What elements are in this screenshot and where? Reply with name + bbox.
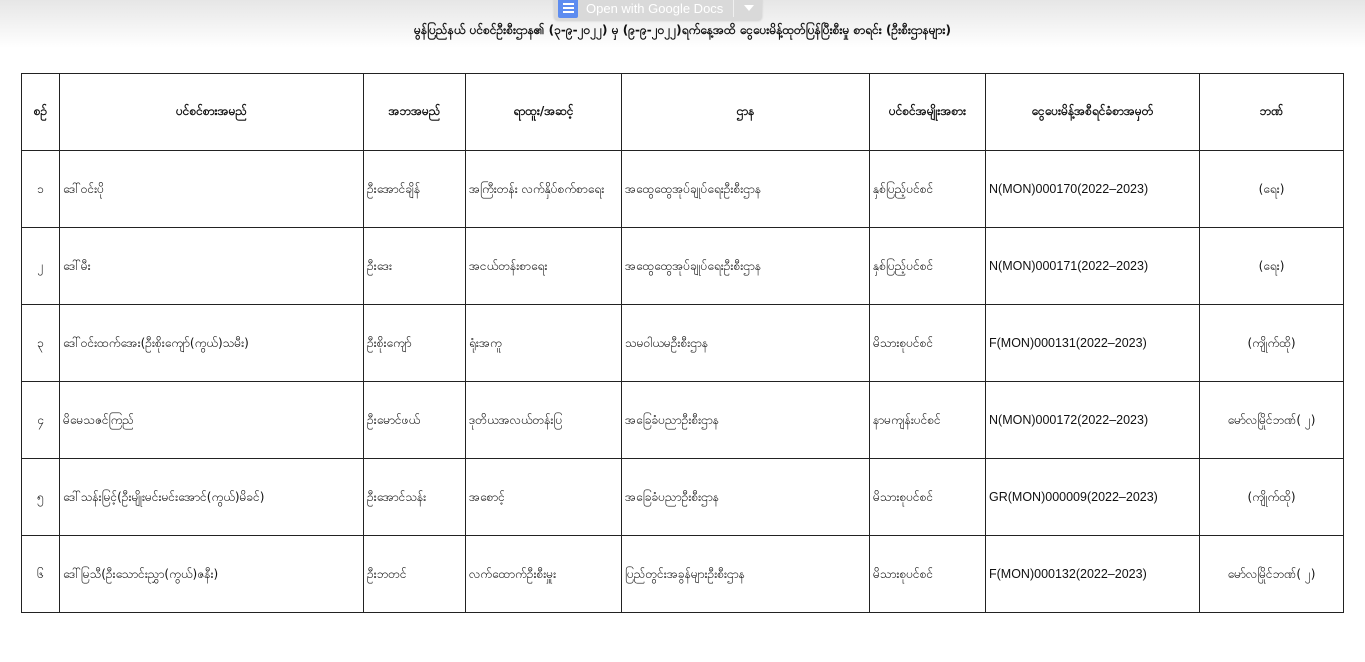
cell-bank: မော်လမြိုင်ဘဏ်( ၂) xyxy=(1200,382,1344,459)
cell-no: ၆ xyxy=(22,536,60,613)
cell-rank: အစောင့် xyxy=(466,459,622,536)
chevron-down-icon[interactable] xyxy=(742,1,756,15)
cell-type: မိသားစုပင်စင် xyxy=(870,536,986,613)
column-header: ပင်စင်စားအမည် xyxy=(60,74,364,151)
column-header: ဘဏ် xyxy=(1200,74,1344,151)
cell-rank: ဒုတိယအလယ်တန်းပြ xyxy=(466,382,622,459)
cell-dept: ပြည်တွင်းအခွန်များဦးစီးဌာန xyxy=(622,536,870,613)
column-header: ဌာန xyxy=(622,74,870,151)
column-header: ပင်စင်အမျိုးအစား xyxy=(870,74,986,151)
cell-rank: အငယ်တန်းစာရေး xyxy=(466,228,622,305)
document-title: မွန်ပြည်နယ် ပင်စင်ဦးစီးဌာန၏ (၃-၉-၂၀၂၂) မှ (၉-၉-၂၀၂၂)ရက်နေ့အထိ ငွေပေးမိန့်ထုတ်ပြန်ပြီးစီးမှု စာရင်း (ဦးစီးဌာနများ) xyxy=(414,23,951,37)
cell-report: N(MON)000171(2022–2023) xyxy=(986,228,1200,305)
cell-rank: အကြီးတန်း လက်နှိပ်စက်စာရေး xyxy=(466,151,622,228)
pension-table xyxy=(21,73,1344,613)
cell-dept: အထွေထွေအုပ်ချုပ်ရေးဦးစီးဌာန xyxy=(622,228,870,305)
table-row xyxy=(22,382,1344,459)
cell-no: ၅ xyxy=(22,459,60,536)
google-docs-icon xyxy=(558,0,578,18)
button-divider xyxy=(733,0,734,17)
cell-type: နာမကျန်းပင်စင် xyxy=(870,382,986,459)
column-header: စဉ် xyxy=(22,74,60,151)
cell-bank: မော်လမြိုင်ဘဏ်( ၂) xyxy=(1200,536,1344,613)
cell-type: နှစ်ပြည့်ပင်စင် xyxy=(870,228,986,305)
cell-father: ဦးဒေး xyxy=(364,228,466,305)
cell-rank: ရုံးအကူ xyxy=(466,305,622,382)
column-header: ငွေပေးမိန့်အစီရင်ခံစာအမှတ် xyxy=(986,74,1200,151)
cell-report: GR(MON)000009(2022–2023) xyxy=(986,459,1200,536)
table-row xyxy=(22,536,1344,613)
cell-name: ဒေါ်ဝင်းပို xyxy=(60,151,364,228)
table-row xyxy=(22,305,1344,382)
cell-bank: (ရေး) xyxy=(1200,228,1344,305)
cell-father: ဦးမောင်ဖယ် xyxy=(364,382,466,459)
cell-father: ဦးဘတင် xyxy=(364,536,466,613)
table-row xyxy=(22,459,1344,536)
cell-dept: သမဝါယမဦးစီးဌာန xyxy=(622,305,870,382)
open-with-google-docs-button[interactable] xyxy=(554,0,762,20)
cell-no: ၃ xyxy=(22,305,60,382)
cell-bank: (ကျိုက်ထို) xyxy=(1200,305,1344,382)
table-header-row xyxy=(22,74,1344,151)
cell-dept: အခြေခံပညာဦးစီးဌာန xyxy=(622,382,870,459)
cell-type: မိသားစုပင်စင် xyxy=(870,459,986,536)
column-header: ရာထူး/အဆင့် xyxy=(466,74,622,151)
cell-report: F(MON)000132(2022–2023) xyxy=(986,536,1200,613)
table-row xyxy=(22,228,1344,305)
cell-rank: လက်ထောက်ဦးစီးမှူး xyxy=(466,536,622,613)
cell-no: ၂ xyxy=(22,228,60,305)
table-row xyxy=(22,151,1344,228)
column-header: အဘအမည် xyxy=(364,74,466,151)
cell-report: F(MON)000131(2022–2023) xyxy=(986,305,1200,382)
cell-no: ၁ xyxy=(22,151,60,228)
cell-no: ၄ xyxy=(22,382,60,459)
cell-bank: (ကျိုက်ထို) xyxy=(1200,459,1344,536)
cell-name: ဒေါ်ဝင်းထက်အေး(ဦးစိုးကျော်(ကွယ်)သမီး) xyxy=(60,305,364,382)
cell-name: ဒေါ်မီး xyxy=(60,228,364,305)
cell-name: မိမေသဇင်ကြည် xyxy=(60,382,364,459)
cell-name: ဒေါ်သန်းမြင့်(ဦးမျိုးမင်းမင်းအောင်(ကွယ်)မိခင်) xyxy=(60,459,364,536)
cell-type: နှစ်ပြည့်ပင်စင် xyxy=(870,151,986,228)
cell-dept: အခြေခံပညာဦးစီးဌာန xyxy=(622,459,870,536)
cell-bank: (ရေး) xyxy=(1200,151,1344,228)
cell-father: ဦးအောင်သန်း xyxy=(364,459,466,536)
cell-father: ဦးအောင်ချိန် xyxy=(364,151,466,228)
cell-report: N(MON)000172(2022–2023) xyxy=(986,382,1200,459)
cell-report: N(MON)000170(2022–2023) xyxy=(986,151,1200,228)
cell-father: ဦးစိုးကျော် xyxy=(364,305,466,382)
cell-name: ဒေါ်မြသီ(ဦးသောင်းညွှာ(ကွယ်)ဇနီး) xyxy=(60,536,364,613)
cell-dept: အထွေထွေအုပ်ချုပ်ရေးဦးစီးဌာန xyxy=(622,151,870,228)
cell-type: မိသားစုပင်စင် xyxy=(870,305,986,382)
open-with-label: Open with Google Docs xyxy=(586,0,724,16)
